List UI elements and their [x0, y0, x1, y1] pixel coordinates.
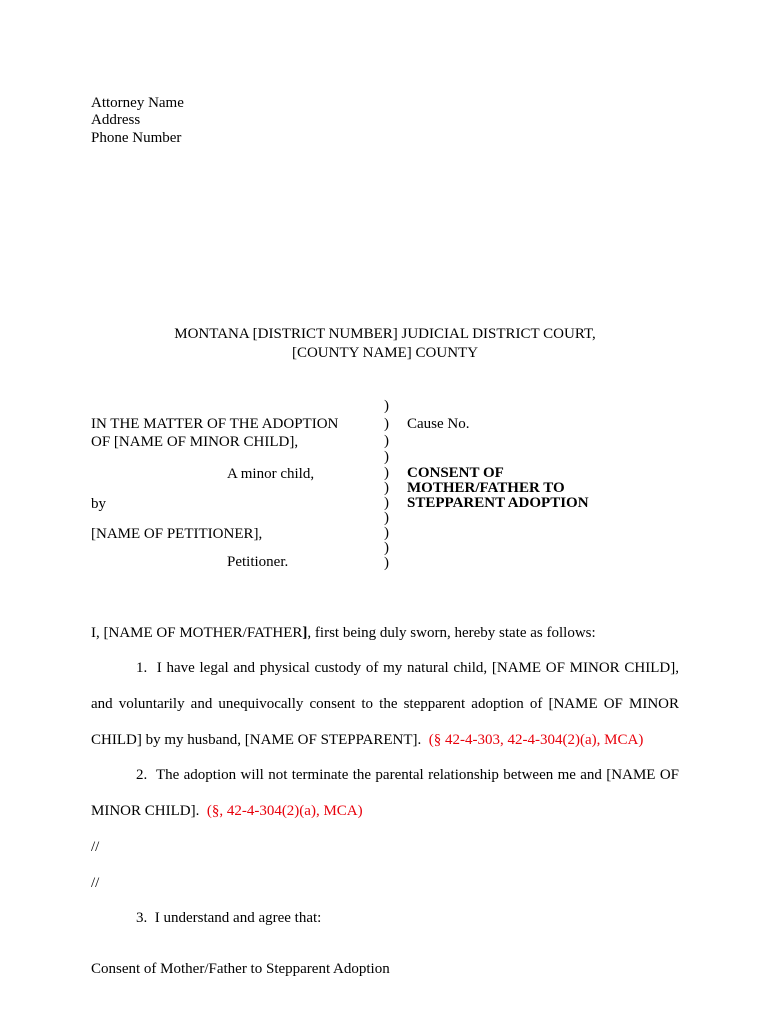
caption-paren: ): [384, 416, 389, 432]
statute-citation: (§, 42-4-304(2)(a), MCA): [206, 803, 363, 819]
caption-paren: ): [384, 555, 389, 571]
document-title-line-3: STEPPARENT ADOPTION: [407, 495, 589, 511]
intro-bracket: ]: [302, 625, 308, 641]
paragraph-1-line-1: 1. I have legal and physical custody of my natural child, [NAME OF MINOR CHILD],: [136, 660, 679, 676]
intro-paragraph: [91, 625, 596, 642]
page-footer: Consent of Mother/Father to Stepparent Adoption: [91, 961, 390, 977]
paragraph-2-line-1: 2. The adoption will not terminate the parental relationship between me and [NAME OF: [136, 767, 679, 783]
intro-text-start: I, [NAME OF MOTHER/FATHER: [91, 625, 303, 641]
cause-number: Cause No.: [407, 416, 470, 432]
paragraph-3-line-1: 3. I understand and agree that:: [136, 910, 322, 926]
caption-paren: ): [384, 525, 389, 541]
court-name: MONTANA [DISTRICT NUMBER] JUDICIAL DISTRICT COURT,: [174, 326, 596, 342]
petitioner-name: [NAME OF PETITIONER],: [91, 526, 263, 542]
caption-paren: ): [384, 480, 389, 496]
matter-line-2: OF [NAME OF MINOR CHILD],: [91, 434, 299, 450]
petitioner-label: Petitioner.: [227, 554, 289, 570]
paragraph-2-text: MINOR CHILD].: [91, 803, 200, 819]
matter-line-1: IN THE MATTER OF THE ADOPTION: [91, 416, 339, 432]
caption-paren: ): [384, 449, 389, 465]
caption-paren: ): [384, 510, 389, 526]
attorney-phone: Phone Number: [91, 130, 182, 146]
by-label: by: [91, 496, 106, 512]
paragraph-1-text: CHILD] by my husband, [NAME OF STEPPARENT].: [91, 732, 422, 748]
caption-paren: ): [384, 495, 389, 511]
document-title-line-2: MOTHER/FATHER TO: [407, 480, 565, 496]
caption-paren: ): [384, 433, 389, 449]
attorney-name: Attorney Name: [91, 95, 184, 111]
paragraph-1-line-2: and voluntarily and unequivocally consent to the stepparent adoption of [NAME OF MINOR: [91, 696, 679, 712]
attorney-address: Address: [91, 112, 141, 128]
document-title-line-1: CONSENT OF: [407, 465, 504, 481]
caption-paren: ): [384, 465, 389, 481]
caption-paren: ): [384, 398, 389, 414]
continuation-mark: //: [91, 875, 100, 891]
court-county: [COUNTY NAME] COUNTY: [291, 345, 479, 361]
statute-citation: (§ 42-4-303, 42-4-304(2)(a), MCA): [428, 732, 644, 748]
caption-paren: ): [384, 540, 389, 556]
continuation-mark: //: [91, 839, 100, 855]
intro-text-end: , first being duly sworn, hereby state as follows:: [307, 625, 596, 641]
minor-child-label: A minor child,: [227, 466, 315, 482]
paragraph-1-line-3: [91, 732, 643, 749]
paragraph-2-line-2: [91, 803, 363, 820]
